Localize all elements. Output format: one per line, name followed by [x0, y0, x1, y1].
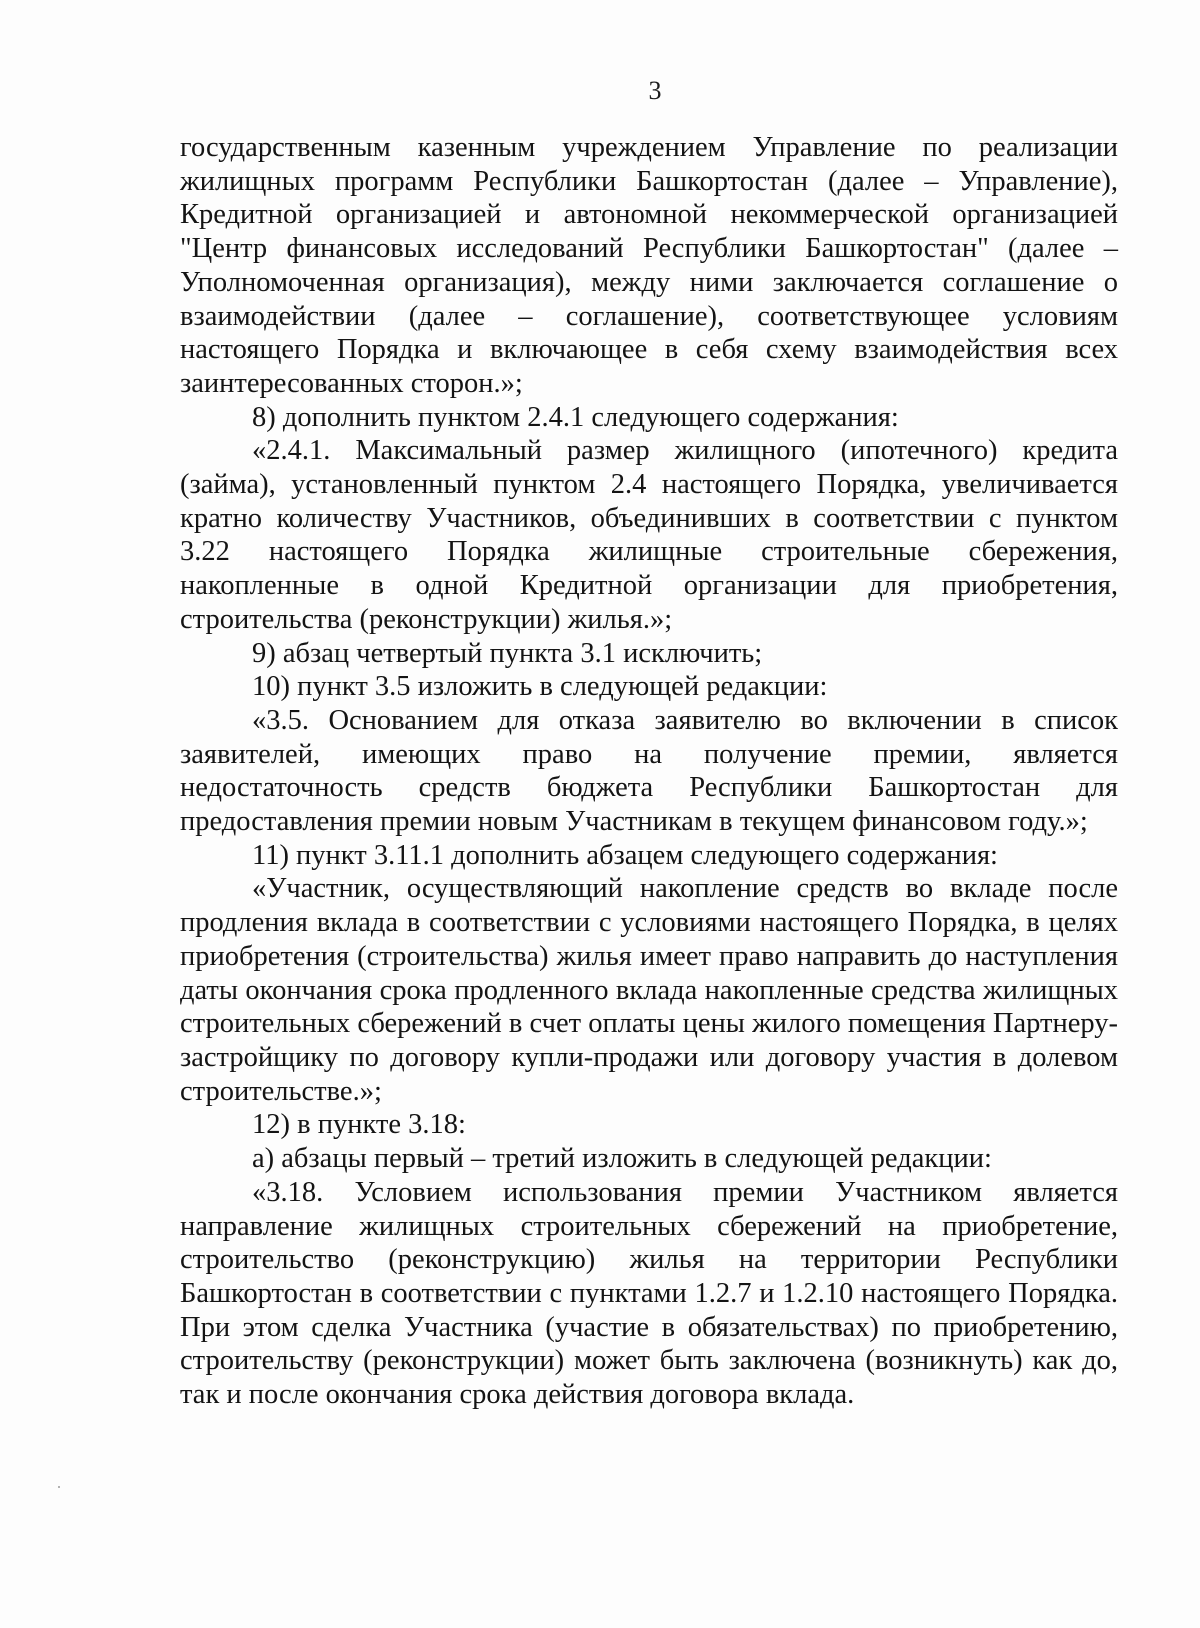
- paragraph-clause-2-4-1: «2.4.1. Максимальный размер жилищного (ипотечного) кредита (займа), установленный пунктом 2.4 настоящего Порядка, увеличивается кратно количеству Участников, объединивших в соответствии с пунктом 3.22 настоящего Порядка жилищные строительные сбережения, накопленные в одной Кредитной организации для приобретения, строительства (реконструкции) жилья.»;: [180, 435, 1118, 635]
- page-number: 3: [648, 76, 662, 105]
- paragraph-clause-3-11-1: «Участник, осуществляющий накопление средств во вкладе после продления вклада в соответствии с условиями настоящего Порядка, в целях приобретения (строительства) жилья имеет право направить до наступления даты окончания срока продленного вклада накопленные средства жилищных строительных сбережений в счет оплаты цены жилого помещения Партнеру-застройщику по договору купли-продажи или договору участия в долевом строительстве.»;: [180, 873, 1118, 1107]
- paragraph-item-10: 10) пункт 3.5 изложить в следующей редакции:: [252, 671, 828, 703]
- paragraph-item-11: 11) пункт 3.11.1 дополнить абзацем следующего содержания:: [252, 839, 998, 871]
- paragraph-clause-3-5: «3.5. Основанием для отказа заявителю во включении в список заявителей, имеющих право на получение премии, является недостаточность средств бюджета Республики Башкортостан для предоставления премии новым Участникам в текущем финансовом году.»;: [180, 704, 1118, 838]
- paragraph-continuation: государственным казенным учреждением Управление по реализации жилищных программ Республики Башкортостан (далее – Управление), Кредитной организацией и автономной некоммерческой организацией "Центр финансовых исследований Республики Башкортостан" (далее – Уполномоченная организация), между ними заключается соглашение о взаимодействии (далее – соглашение), соответствующее условиям настоящего Порядка и включающее в себя схему взаимодействия всех заинтересованных сторон.»;: [180, 132, 1118, 399]
- paragraph-item-8: 8) дополнить пунктом 2.4.1 следующего содержания:: [252, 401, 899, 433]
- paragraph-item-9: 9) абзац четвертый пункта 3.1 исключить;: [252, 637, 763, 669]
- paragraph-item-12: 12) в пункте 3.18:: [252, 1109, 466, 1141]
- paragraph-subitem-a: а) абзацы первый – третий изложить в следующей редакции:: [252, 1143, 992, 1175]
- paragraph-clause-3-18: «3.18. Условием использования премии Участником является направление жилищных строительных сбережений на приобретение, строительство (реконструкцию) жилья на территории Республики Башкортостан в соответствии с пунктами 1.2.7 и 1.2.10 настоящего Порядка. При этом сделка Участника (участие в обязательствах) по приобретению, строительству (реконструкции) может быть заключена (возникнуть) как до, так и после окончания срока действия договора вклада.: [180, 1176, 1118, 1411]
- scan-speck: [58, 1486, 60, 1488]
- document-body: [180, 131, 1118, 1412]
